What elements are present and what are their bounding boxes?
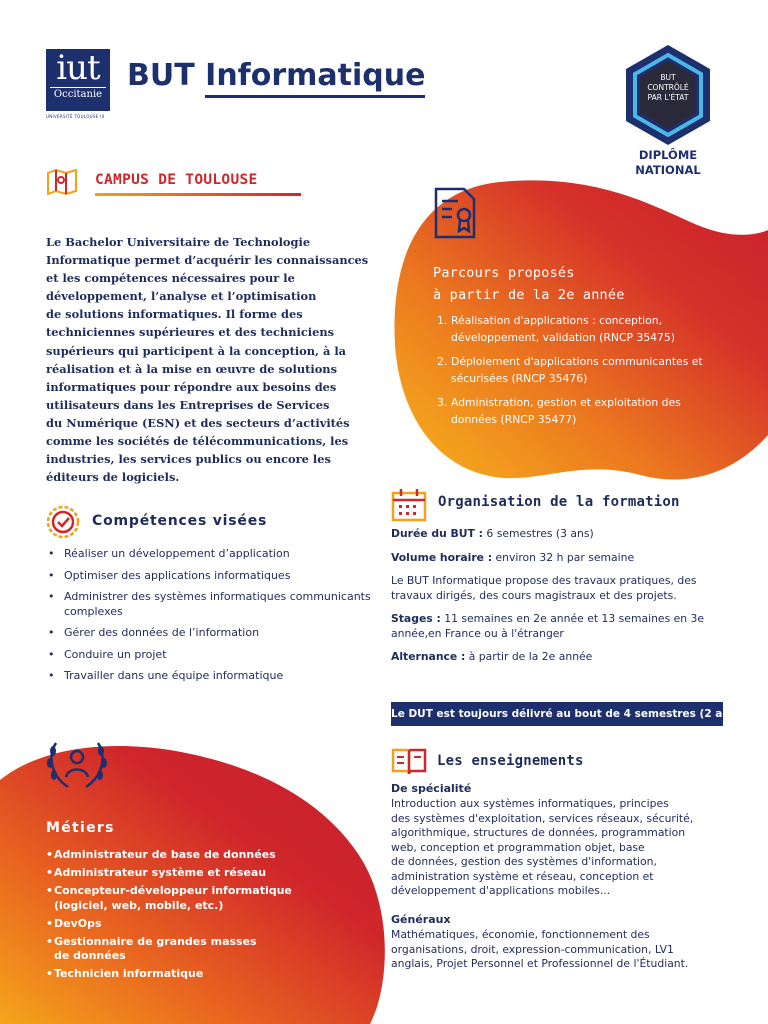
duree-value: 6 semestres (3 ans) [483, 527, 594, 540]
logo-region-text: Occitanie [50, 87, 106, 101]
title-part-but: BUT [127, 58, 195, 93]
list-item: • Conduire un projet [48, 648, 378, 663]
list-item [437, 353, 719, 387]
dut-notice-banner: Le DUT est toujours délivré au bout de 4 semestres (2 ans). [391, 702, 723, 726]
specialite-text: Introduction aux systèmes informatiques, principes des systèmes d'exploitation, services réseaux, sécurité, algorithmique, structures de données, programmation web, conception et programmation objet, base de données, gestion des systèmes d'information, administration système et réseau, conception et développement d'applications mobiles... [391, 797, 694, 897]
parcours-title-line-2: à partir de la 2e année [433, 287, 625, 303]
badge-line-1: BUT [660, 73, 676, 82]
badge-line-3: PAR L'ÉTAT [647, 93, 689, 102]
diplome-line-1: DIPLÔME [638, 148, 698, 162]
campus-label: CAMPUS DE TOULOUSE [95, 172, 258, 188]
list-item: • Administrateur système et réseau [46, 866, 346, 881]
parcours-item-text: Déploiement d'applications communicantes et sécurisées (RNCP 35476) [451, 355, 703, 385]
parcours-title [433, 262, 683, 306]
book-icon [391, 746, 427, 780]
list-item [437, 312, 719, 346]
diplome-national-label [622, 148, 714, 178]
volume-label: Volume horaire : [391, 550, 493, 564]
stages-row [391, 612, 736, 641]
certificate-icon [432, 187, 480, 243]
controle-etat-badge [620, 43, 716, 147]
iut-logo [46, 49, 110, 111]
generaux-text: Mathématiques, économie, fonctionnement des organisations, droit, expression-communication, LV1 anglais, Projet Personnel et Professionnel de l'Étudiant. [391, 928, 689, 970]
list-item [437, 394, 719, 428]
parcours-item-number: 3. [437, 396, 448, 409]
metiers-list [46, 848, 346, 985]
alternance-row [391, 650, 736, 665]
badge-text [620, 73, 716, 103]
competences-list [48, 547, 378, 691]
laurel-icon [44, 735, 110, 797]
badge-line-2: CONTRÔLÉ [647, 83, 689, 92]
alternance-label: Alternance : [391, 650, 466, 663]
list-item: • Concepteur-développeur informatique (logiciel, web, mobile, etc.) [46, 884, 346, 913]
enseignements-title: Les enseignements [437, 753, 584, 769]
calendar-icon [391, 488, 427, 526]
list-item: • DevOps [46, 917, 346, 932]
list-item: • Gérer des données de l’information [48, 626, 378, 641]
duree-label: Durée du BUT : [391, 527, 483, 540]
title-part-informatique: Informatique [205, 58, 425, 98]
list-item: • Optimiser des applications informatiques [48, 569, 378, 584]
list-item: • Technicien informatique [46, 967, 346, 982]
parcours-item-number: 2. [437, 355, 448, 368]
organisation-title: Organisation de la formation [438, 494, 680, 510]
competences-title: Compétences visées [92, 513, 268, 529]
logo-main-text: iut [56, 48, 100, 88]
metiers-title: Métiers [46, 820, 115, 836]
list-item: • Gestionnaire de grandes masses de données [46, 935, 346, 964]
intro-paragraph: Le Bachelor Universitaire de Technologie Informatique permet d’acquérir les connaissances et les compétences nécessaires pour le développement, l’analyse et l’optimisation de solutions informatiques. Il forme des techniciennes supérieures et des techniciens supérieurs qui participent à la conception, à la réalisation et à la mise en œuvre de solutions informatiques pour répondre aux besoins des utilisateurs dans les Entreprises de Services du Numérique (ESN) et des secteurs d’activités comme les sociétés de télécommunications, les industries, les services publics ou encore les éditeurs de logiciels. [46, 235, 369, 485]
volume-value: environ 32 h par semaine [492, 550, 635, 564]
stages-label: Stages : [391, 612, 441, 625]
map-icon [46, 169, 78, 199]
volume-row [391, 551, 736, 566]
list-item: • Travailler dans une équipe informatique [48, 669, 378, 684]
campus-underline [95, 193, 301, 196]
stages-value: 11 semaines en 2e année et 13 semaines en 3e année,en France ou à l'étranger [391, 612, 705, 640]
badge-check-icon [46, 505, 80, 543]
parcours-list [437, 312, 719, 435]
parcours-item-text: Réalisation d'applications : conception, développement, validation (RNCP 35475) [451, 314, 676, 344]
duree-row [391, 527, 736, 542]
alternance-value: à partir de la 2e année [465, 650, 593, 663]
logo-university-text: UNIVERSITÉ TOULOUSE III [46, 114, 105, 119]
parcours-title-line-1: Parcours proposés [433, 265, 575, 281]
parcours-item-text: Administration, gestion et exploitation des données (RNCP 35477) [451, 396, 681, 426]
specialite-heading: De spécialité [391, 782, 472, 795]
parcours-item-number: 1. [437, 314, 448, 327]
page-title [127, 58, 425, 93]
organisation-description: Le BUT Informatique propose des travaux pratiques, des travaux dirigés, des cours magistraux et des projets. [391, 574, 697, 602]
organisation-details [391, 527, 736, 674]
list-item: • Réaliser un développement d’application [48, 547, 378, 562]
list-item: • Administrateur de base de données [46, 848, 346, 863]
generaux-heading: Généraux [391, 913, 451, 926]
list-item: • Administrer des systèmes informatiques communicants complexes [48, 590, 378, 619]
diplome-line-2: NATIONAL [635, 163, 701, 177]
